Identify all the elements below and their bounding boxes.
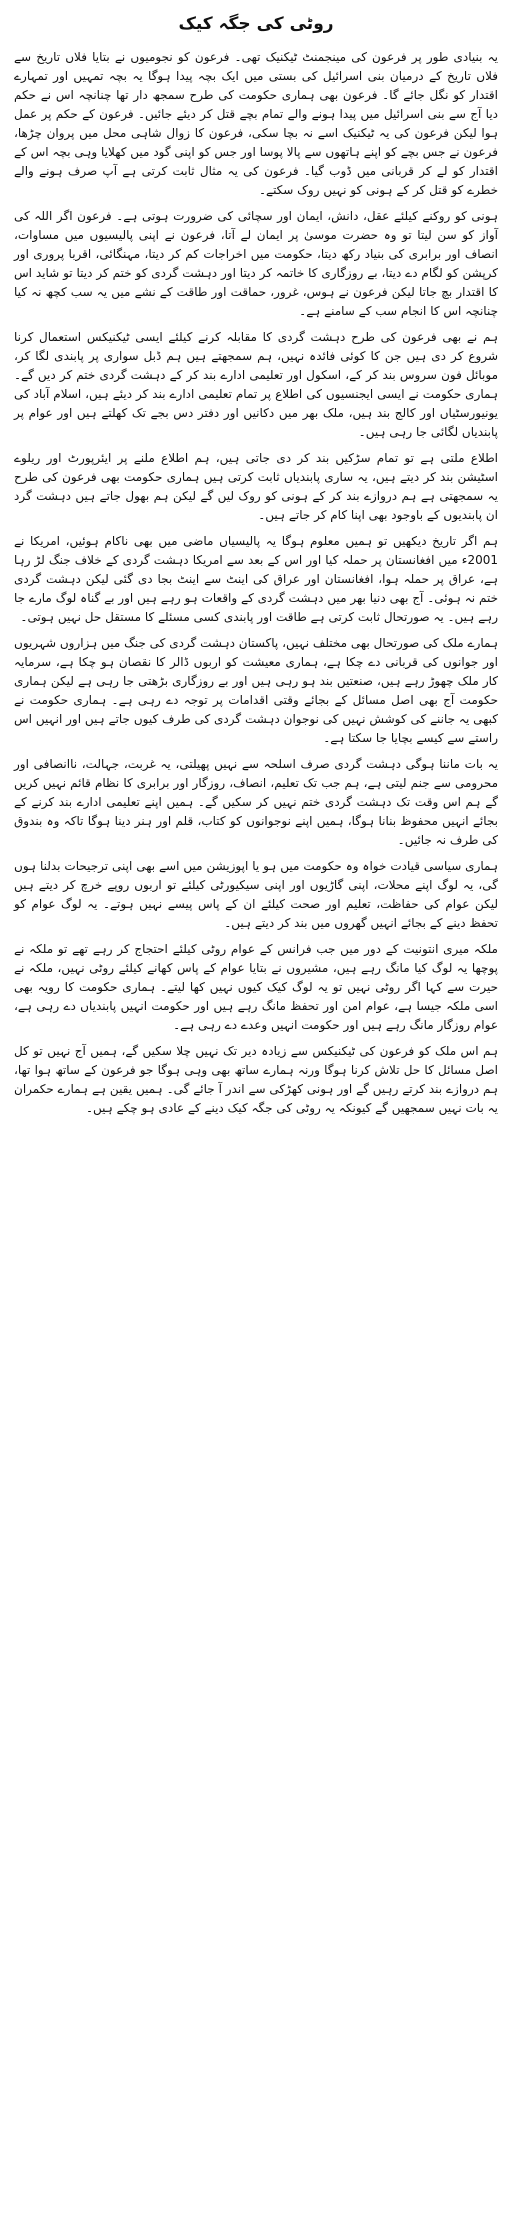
paragraph-gap	[14, 525, 498, 532]
paragraph-1: یہ بنیادی طور پر فرعون کی مینجمنٹ ٹیکنیک تھی۔ فرعون کو نجومیوں نے بتایا فلاں تاریخ سے فلاں تاریخ کے درمیان بنی اسرائیل کی بستی میں ایک بچہ پیدا ہوگا یہ بچہ تمہیں اور تمہارے اقتدار کو نگل جائے گا۔ فرعون بھی ہماری حکومت کی طرح سمجھ دار تھا چنانچہ اس نے حکم دیا آج سے بنی اسرائیل میں پیدا ہونے والے تمام بچے قتل کر دیئے جائیں۔ فرعون کے حکم پر عمل ہوا لیکن فرعون کی یہ ٹیکنیک اسے نہ بچا سکی، فرعون کا زوال شاہی محل میں پروان چڑھا، فرعون نے جس بچے کو اپنے ہاتھوں سے پالا پوسا اور جس کو اپنی گود میں کھلایا وہی بچہ اس کے اقتدار کو لے کر قربانی میں ڈوب گیا۔ فرعون کی یہ مثال ثابت کرتی ہے آپ صرف ہونے والے خطرے کو قتل کر کے ہونی کو نہیں روک سکتے۔	[14, 50, 498, 197]
paragraph-gap	[14, 933, 498, 940]
paragraph-9: ملکہ میری انتونیت کے دور میں جب فرانس کے عوام روٹی کیلئے احتجاج کر رہے تھے تو ملکہ نے پوچھا یہ لوگ کیا مانگ رہے ہیں، مشیروں نے بتایا عوام کے پاس کھانے کیلئے روٹی نہیں، ملکہ نے حیرت سے کہا اگر روٹی نہیں تو یہ لوگ کیک کیوں نہیں کھا لیتے۔ ہماری حکومت کا رویہ بھی اسی ملکہ جیسا ہے، عوام امن اور تحفظ مانگ رہے ہیں اور حکومت انہیں پابندیاں دے رہی ہے، عوام روزگار مانگ رہے ہیں اور حکومت انہیں وعدے دے رہی ہے۔	[14, 942, 498, 1032]
paragraph-6: ہمارے ملک کی صورتحال بھی مختلف نہیں، پاکستان دہشت گردی کی جنگ میں ہزاروں شہریوں اور جوانوں کی قربانی دے چکا ہے، ہماری معیشت کو اربوں ڈالر کا نقصان ہو چکا ہے، سرمایہ کار ملک چھوڑ رہے ہیں، صنعتیں بند ہو رہی ہیں اور بے روزگاری بڑھتی جا رہی ہے لیکن ہماری حکومت آج بھی اصل مسائل کے بجائے وقتی اقدامات پر توجہ دے رہی ہے۔ ہماری حکومت نے کبھی یہ جاننے کی کوشش نہیں کی نوجوان دہشت گردی کی طرف کیوں جاتے ہیں اور انہیں اس راستے سے کیسے بچایا جا سکتا ہے۔	[14, 636, 498, 745]
paragraph-gap	[14, 1035, 498, 1042]
paragraph-5: ہم اگر تاریخ دیکھیں تو ہمیں معلوم ہوگا یہ پالیسیاں ماضی میں بھی ناکام ہوئیں، امریکا نے 2001ء میں افغانستان پر حملہ کیا اور اس کے بعد سے امریکا دہشت گردی کے خلاف جنگ لڑ رہا ہے، عراق پر حملہ ہوا، افغانستان اور عراق کی اینٹ سے اینٹ بجا دی گئی لیکن دہشت گردی ختم نہ ہوئی۔ آج بھی دنیا بھر میں دہشت گردی کے واقعات ہو رہے ہیں اور بے گناہ لوگ مارے جا رہے ہیں۔ یہ صورتحال ثابت کرتی ہے طاقت اور پابندی کسی مسئلے کا مستقل حل نہیں ہوتی۔	[14, 534, 498, 624]
paragraph-gap	[14, 321, 498, 328]
paragraph-7: یہ بات ماننا ہوگی دہشت گردی صرف اسلحہ سے نہیں پھیلتی، یہ غربت، جہالت، ناانصافی اور محرومی سے جنم لیتی ہے، ہم جب تک تعلیم، انصاف، روزگار اور برابری کا نظام قائم نہیں کریں گے ہم اس وقت تک دہشت گردی ختم نہیں کر سکیں گے۔ ہمیں اپنے تعلیمی ادارے بند کرنے کے بجائے انہیں محفوظ بنانا ہوگا، ہمیں اپنے نوجوانوں کو کتاب، قلم اور ہنر دینا ہوگا تاکہ وہ بندوق کی طرف نہ جائیں۔	[14, 757, 498, 847]
paragraph-8: ہماری سیاسی قیادت خواہ وہ حکومت میں ہو یا اپوزیشن میں اسے بھی اپنی ترجیحات بدلنا ہوں گی، یہ لوگ اپنے محلات، اپنی گاڑیوں اور اپنی سیکیورٹی کیلئے تو اربوں روپے خرچ کر دیتے ہیں لیکن عوام کی حفاظت، تعلیم اور صحت کیلئے ان کے پاس پیسے نہیں ہوتے۔ یہ لوگ عوام کو تحفظ دینے کے بجائے انہیں گھروں میں بند کر دیتے ہیں۔	[14, 859, 498, 930]
paragraph-gap	[14, 627, 498, 634]
paragraph-4: اطلاع ملتی ہے تو تمام سڑکیں بند کر دی جاتی ہیں، ہم اطلاع ملنے پر ایئرپورٹ اور ریلوے اسٹیشن بند کر دیتے ہیں، یہ ساری پابندیاں ثابت کرتی ہیں ہماری حکومت بھی فرعون کی طرح یہ سمجھتی ہے ہم دروازے بند کر کے ہونی کو روک لیں گے لیکن ہم بھول جاتے ہیں دہشت گرد ان پابندیوں کے باوجود بھی اپنا کام کر جاتے ہیں۔	[14, 451, 498, 522]
paragraph-gap	[14, 200, 498, 207]
paragraph-3: ہم نے بھی فرعون کی طرح دہشت گردی کا مقابلہ کرنے کیلئے ایسی ٹیکنیکس استعمال کرنا شروع کر دی ہیں جن کا کوئی فائدہ نہیں، ہم سمجھتے ہیں ہم ڈبل سواری پر پابندی لگا کر، موبائل فون سروس بند کر کے، اسکول اور تعلیمی ادارے بند کر کے دہشت گردی ختم کر دیں گے۔ ہماری حکومت نے ایسی ایجنسیوں کی اطلاع پر تمام تعلیمی ادارے بند کر دیئے ہیں، اسلام آباد کی یونیورسٹیاں اور کالج بند ہیں، ملک بھر میں دکانیں اور دفتر دس بجے تک کھلتے ہیں اور عوام پر پابندیاں لگائی جا رہی ہیں۔	[14, 330, 498, 439]
paragraph-2: ہونی کو روکنے کیلئے عقل، دانش، ایمان اور سچائی کی ضرورت ہوتی ہے۔ فرعون اگر اللہ کی آواز کو سن لیتا تو وہ حضرت موسیٰ پر ایمان لے آتا، فرعون نے اپنی پالیسیوں میں مساوات، انصاف اور برابری کی بنیاد رکھ دیتا، حکومت میں اخراجات کم کر دیتا، مہنگائی، اقربا پروری اور کرپشن کو لگام دے دیتا، بے روزگاری کا خاتمہ کر دیتا اور دہشت گردی کو ختم کر دیتا تو شاید اس کا اقتدار بچ جاتا لیکن فرعون نے ہوس، غرور، حماقت اور طاقت کے نشے میں یہ سب کچھ نہ کیا چنانچہ اس کا انجام سب کے سامنے ہے۔	[14, 209, 498, 318]
paragraph-gap	[14, 442, 498, 449]
paragraph-gap	[14, 850, 498, 857]
paragraph-10: ہم اس ملک کو فرعون کی ٹیکنیکس سے زیادہ دیر تک نہیں چلا سکیں گے، ہمیں آج نہیں تو کل اصل مسائل کا حل تلاش کرنا ہوگا ورنہ ہمارے ساتھ بھی وہی ہوگا جو فرعون کے ساتھ ہوا تھا، ہم دروازے بند کرتے رہیں گے اور ہونی کھڑکی سے اندر آ جائے گی۔ ہمیں یقین ہے ہمارے حکمران یہ بات نہیں سمجھیں گے کیونکہ یہ روٹی کی جگہ کیک دینے کے عادی ہو چکے ہیں۔	[14, 1044, 498, 1115]
paragraph-gap	[14, 748, 498, 755]
article-title: روٹی کی جگہ کیک	[178, 14, 334, 34]
